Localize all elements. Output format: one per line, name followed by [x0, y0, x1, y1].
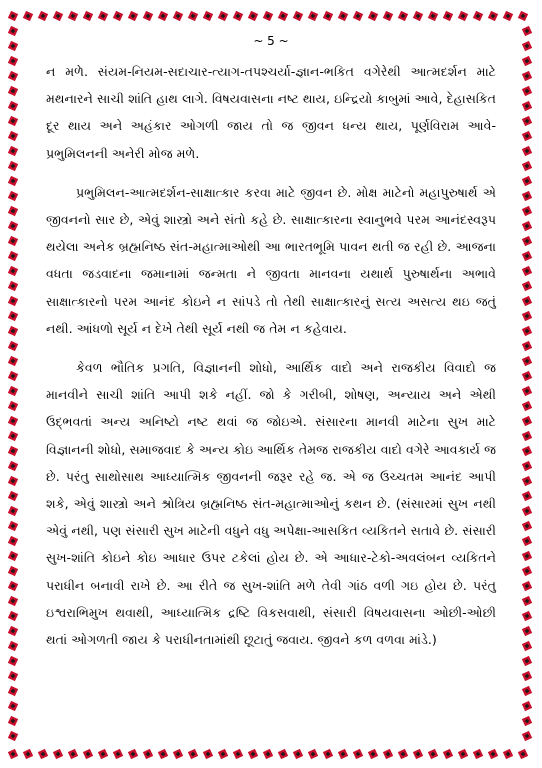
border-diamond [520, 339, 534, 353]
border-diamond [501, 747, 515, 761]
border-diamond [456, 747, 470, 761]
border-diamond [261, 9, 275, 23]
border-diamond [306, 747, 320, 761]
border-diamond [520, 249, 534, 263]
border-diamond [6, 309, 20, 323]
border-diamond [396, 747, 410, 761]
border-diamond [520, 129, 534, 143]
border-diamond [520, 69, 534, 83]
border-diamond [6, 429, 20, 443]
border-diamond [520, 429, 534, 443]
border-diamond [520, 609, 534, 623]
border-diamond [6, 624, 20, 638]
border-diamond [171, 747, 185, 761]
border-diamond [246, 9, 260, 23]
border-diamond [6, 444, 20, 458]
border-diamond [6, 639, 20, 653]
border-diamond [351, 9, 365, 23]
border-diamond [441, 747, 455, 761]
border-diamond [216, 747, 230, 761]
border-diamond [520, 369, 534, 383]
border-diamond [51, 9, 65, 23]
border-diamond [520, 654, 534, 668]
border-diamond [336, 747, 350, 761]
border-diamond [520, 324, 534, 338]
border-diamond [426, 747, 440, 761]
border-diamond [6, 504, 20, 518]
border-diamond [501, 9, 515, 23]
border-diamond [6, 219, 20, 233]
border-diamond [6, 594, 20, 608]
border-diamond [6, 294, 20, 308]
border-diamond [471, 9, 485, 23]
border-diamond [520, 99, 534, 113]
border-diamond [96, 9, 110, 23]
border-diamond [520, 549, 534, 563]
border-diamond [21, 747, 35, 761]
border-diamond [381, 747, 395, 761]
border-diamond [81, 747, 95, 761]
border-diamond [516, 747, 530, 761]
border-diamond [441, 9, 455, 23]
border-diamond [520, 219, 534, 233]
border-diamond [6, 414, 20, 428]
border-diamond [520, 384, 534, 398]
border-diamond [36, 9, 50, 23]
border-diamond [6, 654, 20, 668]
border-diamond [6, 369, 20, 383]
border-diamond [171, 9, 185, 23]
border-diamond [486, 747, 500, 761]
border-diamond [366, 9, 380, 23]
border-diamond [201, 747, 215, 761]
border-diamond [6, 99, 20, 113]
border-diamond [520, 474, 534, 488]
border-diamond [520, 234, 534, 248]
border-diamond [6, 609, 20, 623]
border-diamond [520, 204, 534, 218]
border-diamond [520, 639, 534, 653]
border-diamond [6, 354, 20, 368]
border-diamond [520, 534, 534, 548]
border-diamond [6, 204, 20, 218]
border-diamond [6, 339, 20, 353]
border-diamond [6, 474, 20, 488]
paragraph: પ્રભુમિલન-આત્મદર્શન-સાક્ષાત્કાર કરવા માટે જીવન છે. મોક્ષ માટેનો મહાપુરુષાર્થ એ જીવનનો સાર છે, એવું શાસ્ત્રો અને સંતો કહે છે. સાક્ષાત્કારના સ્વાનુભવે પરમ આનંદસ્વરૂપ થયેલા અનેક બ્રહ્મનિષ્ઠ સંત-મહાત્માઓથી આ ભારતભૂમિ પાવન થતી જ રહી છે. આજના વધતા જડવાદના જમાનામાં જન્મતા ને જીવતા માનવના યથાર્થ પુરુષાર્થના અભાવે સાક્ષાત્કારનો પરમ આનંદ કોઇને ન સાંપડે તો તેથી સાક્ષાત્કારનું સત્ય અસત્ય થઇ જતું નથી. આંધળો સૂર્ય ન દેખે તેથી સૂર્ય નથી જ તેમ ન કહેવાય. [46, 184, 496, 336]
border-diamond [81, 9, 95, 23]
border-diamond [141, 9, 155, 23]
border-diamond [520, 159, 534, 173]
border-diamond [520, 144, 534, 158]
paragraph: કેવળ ભૌતિક પ્રગતિ, વિજ્ઞાનની શોધો, આર્થિક વાદો અને રાજકીય વિવાદો જ માનવીને સાચી શાંતિ આપી શકે નહીં. જો કે ગરીબી, શોષણ, અન્યાય અને એથી ઉદ્ભવતાં અન્ય અનિષ્ટો નષ્ટ થવાં જ જોઇએ. સંસારના માનવી માટેના સુખ માટે વિજ્ઞાનની શોધો, સમાજવાદ કે અન્ય કોઇ આર્થિક તેમજ રાજકીય વાદો વગેરે આવકાર્ય જ છે. પરંતુ સાથોસાથ આધ્યાત્મિક જીવનની જરૂર રહે જ. એ જ ઉચ્ચતમ આનંદ આપી શકે, એવું શાસ્ત્રો અને શ્રોત્રિય બ્રહ્મનિષ્ઠ સંત-મહાત્માઓનું કથન છે. (સંસારમાં સુખ નથી એવું નથી, પણ સંસારી સુખ માટેની વધુને વધુ અપેક્ષા-આસકિત વ્યકિતને સતાવે છે. સંસારી સુખ-શાંતિ કોઇને કોઇ આધાર ઉપર ટકેલાં હોય છે. એ આધાર-ટેકો-અવલંબન વ્યકિતને પરાધીન બનાવી રાખે છે. આ રીતે જ સુખ-શાંતિ મળે તેવી ગાંઠ વળી ગઇ હોય છે. પરંતુ ઇશ્વરાભિમુખ થવાથી, આધ્યાત્મિક દ્રષ્ટિ વિકસવાથી, સંસારી વિષયવાસના ઓછી-ઓછી થતાં ઓગળતી જાય કે પરાધીનતામાંથી છૂટાતું જવાય. જીવને કળ વળવા માંડે.) [46, 360, 496, 648]
border-diamond [520, 519, 534, 533]
border-diamond [231, 9, 245, 23]
border-diamond [6, 384, 20, 398]
border-diamond [66, 747, 80, 761]
border-diamond [6, 144, 20, 158]
border-diamond [520, 354, 534, 368]
border-diamond [6, 489, 20, 503]
border-diamond [246, 747, 260, 761]
border-diamond [520, 669, 534, 683]
border-diamond [6, 747, 20, 761]
border-diamond [6, 69, 20, 83]
border-diamond [291, 747, 305, 761]
border-diamond [6, 714, 20, 728]
border-diamond [6, 249, 20, 263]
border-diamond [520, 84, 534, 98]
border-diamond [520, 444, 534, 458]
border-diamond [321, 747, 335, 761]
border-diamond [520, 504, 534, 518]
border-diamond [6, 159, 20, 173]
border-diamond [111, 747, 125, 761]
border-diamond [216, 9, 230, 23]
border-diamond [6, 459, 20, 473]
border-diamond [126, 9, 140, 23]
page-number: ~ 5 ~ [253, 34, 289, 48]
border-diamond [351, 747, 365, 761]
border-diamond [6, 729, 20, 743]
border-diamond [51, 747, 65, 761]
border-diamond [520, 54, 534, 68]
border-diamond [520, 594, 534, 608]
border-diamond [520, 279, 534, 293]
border-diamond [96, 747, 110, 761]
border-diamond [520, 174, 534, 188]
border-diamond [306, 9, 320, 23]
border-diamond [520, 309, 534, 323]
border-diamond [520, 579, 534, 593]
border-diamond [21, 9, 35, 23]
border-diamond [366, 747, 380, 761]
border-diamond [520, 294, 534, 308]
border-diamond [201, 9, 215, 23]
border-diamond [186, 9, 200, 23]
border-diamond [6, 279, 20, 293]
border-diamond [520, 414, 534, 428]
border-diamond [6, 129, 20, 143]
border-diamond [6, 534, 20, 548]
border-diamond [111, 9, 125, 23]
border-diamond [261, 747, 275, 761]
paragraph: ન મળે. સંયમ-નિયમ-સદાચાર-ત્યાગ-તપશ્ચર્યા-જ્ઞાન-ભકિત વગેરેથી આત્મદર્શન માટે મથનારને સાચી શાંતિ હાથ લાગે. વિષયવાસના નષ્ટ થાય, ઇન્દ્રિયો કાબુમાં આવે, દેહાસકિત દૂર થાય અને અહંકાર ઓગળી જાય તો જ જીવન ધન્ય થાય, પૂર્ણવિરામ આવે-પ્રભુમિલનની અનેરી મોજ મળે. [46, 64, 496, 161]
border-diamond [520, 729, 534, 743]
border-diamond [6, 684, 20, 698]
border-diamond [6, 549, 20, 563]
border-diamond [276, 9, 290, 23]
border-diamond [520, 699, 534, 713]
border-diamond [396, 9, 410, 23]
border-diamond [520, 264, 534, 278]
border-diamond [520, 489, 534, 503]
border-diamond [6, 579, 20, 593]
border-diamond [520, 114, 534, 128]
border-diamond [66, 9, 80, 23]
border-diamond [156, 747, 170, 761]
border-diamond [456, 9, 470, 23]
border-diamond [321, 9, 335, 23]
border-diamond [6, 54, 20, 68]
border-diamond [141, 747, 155, 761]
border-diamond [520, 399, 534, 413]
border-diamond [231, 747, 245, 761]
border-diamond [36, 747, 50, 761]
border-diamond [6, 669, 20, 683]
border-diamond [6, 9, 20, 23]
border-diamond [6, 174, 20, 188]
border-diamond [520, 564, 534, 578]
border-diamond [6, 399, 20, 413]
border-diamond [516, 9, 530, 23]
border-diamond [520, 684, 534, 698]
border-diamond [186, 747, 200, 761]
border-diamond [126, 747, 140, 761]
border-diamond [6, 114, 20, 128]
border-diamond [471, 747, 485, 761]
border-diamond [336, 9, 350, 23]
border-diamond [276, 747, 290, 761]
border-diamond [411, 747, 425, 761]
border-diamond [486, 9, 500, 23]
document-body [46, 58, 496, 665]
border-diamond [6, 264, 20, 278]
border-diamond [6, 189, 20, 203]
border-diamond [520, 459, 534, 473]
border-diamond [156, 9, 170, 23]
border-diamond [6, 564, 20, 578]
border-diamond [6, 519, 20, 533]
border-diamond [6, 324, 20, 338]
border-diamond [520, 714, 534, 728]
border-diamond [520, 624, 534, 638]
border-diamond [6, 699, 20, 713]
border-diamond [520, 189, 534, 203]
border-diamond [6, 234, 20, 248]
border-diamond [291, 9, 305, 23]
border-diamond [381, 9, 395, 23]
border-diamond [411, 9, 425, 23]
border-diamond [6, 84, 20, 98]
border-diamond [426, 9, 440, 23]
